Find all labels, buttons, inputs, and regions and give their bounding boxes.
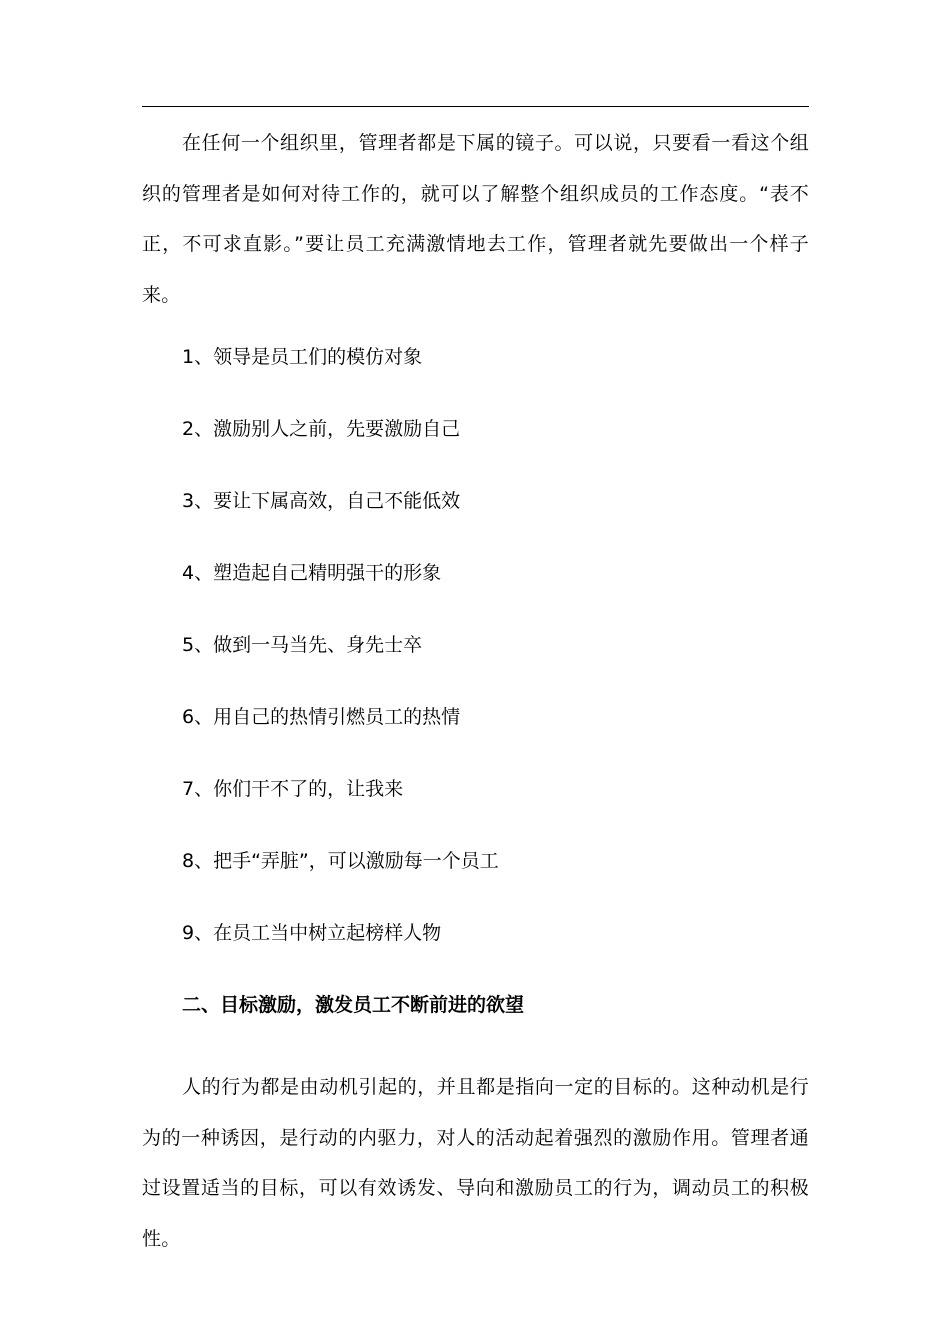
header-rule <box>142 106 809 107</box>
list-item: 2、激励别人之前，先要激励自己 <box>182 418 461 440</box>
points-list <box>142 340 809 988</box>
section-heading: 二、目标激励，激发员工不断前进的欲望 <box>182 994 525 1016</box>
intro-paragraph: 在任何一个组织里，管理者都是下属的镜子。可以说，只要看一看这个组织的管理者是如何对待工作的，就可以了解整个组织成员的工作态度。“表不正，不可求直影。”要让员工充满激情地去工作，管理者就先要做出一个样子来。 <box>142 132 809 306</box>
document-body <box>142 118 809 1264</box>
list-item: 7、你们干不了的，让我来 <box>182 778 404 800</box>
list-item: 5、做到一马当先、身先士卒 <box>182 634 423 656</box>
list-item: 9、在员工当中树立起榜样人物 <box>182 922 442 944</box>
list-item: 8、把手“弄脏”，可以激励每一个员工 <box>182 850 499 872</box>
list-item: 1、领导是员工们的模仿对象 <box>182 346 423 368</box>
spacer <box>142 320 809 340</box>
section-paragraph: 人的行为都是由动机引起的，并且都是指向一定的目标的。这种动机是行为的一种诱因，是行动的内驱力，对人的活动起着强烈的激励作用。管理者通过设置适当的目标，可以有效诱发、导向和激励员工的行为，调动员工的积极性。 <box>142 1076 809 1250</box>
list-item: 3、要让下属高效，自己不能低效 <box>182 490 461 512</box>
list-item: 4、塑造起自己精明强干的形象 <box>182 562 442 584</box>
list-item: 6、用自己的热情引燃员工的热情 <box>182 706 461 728</box>
